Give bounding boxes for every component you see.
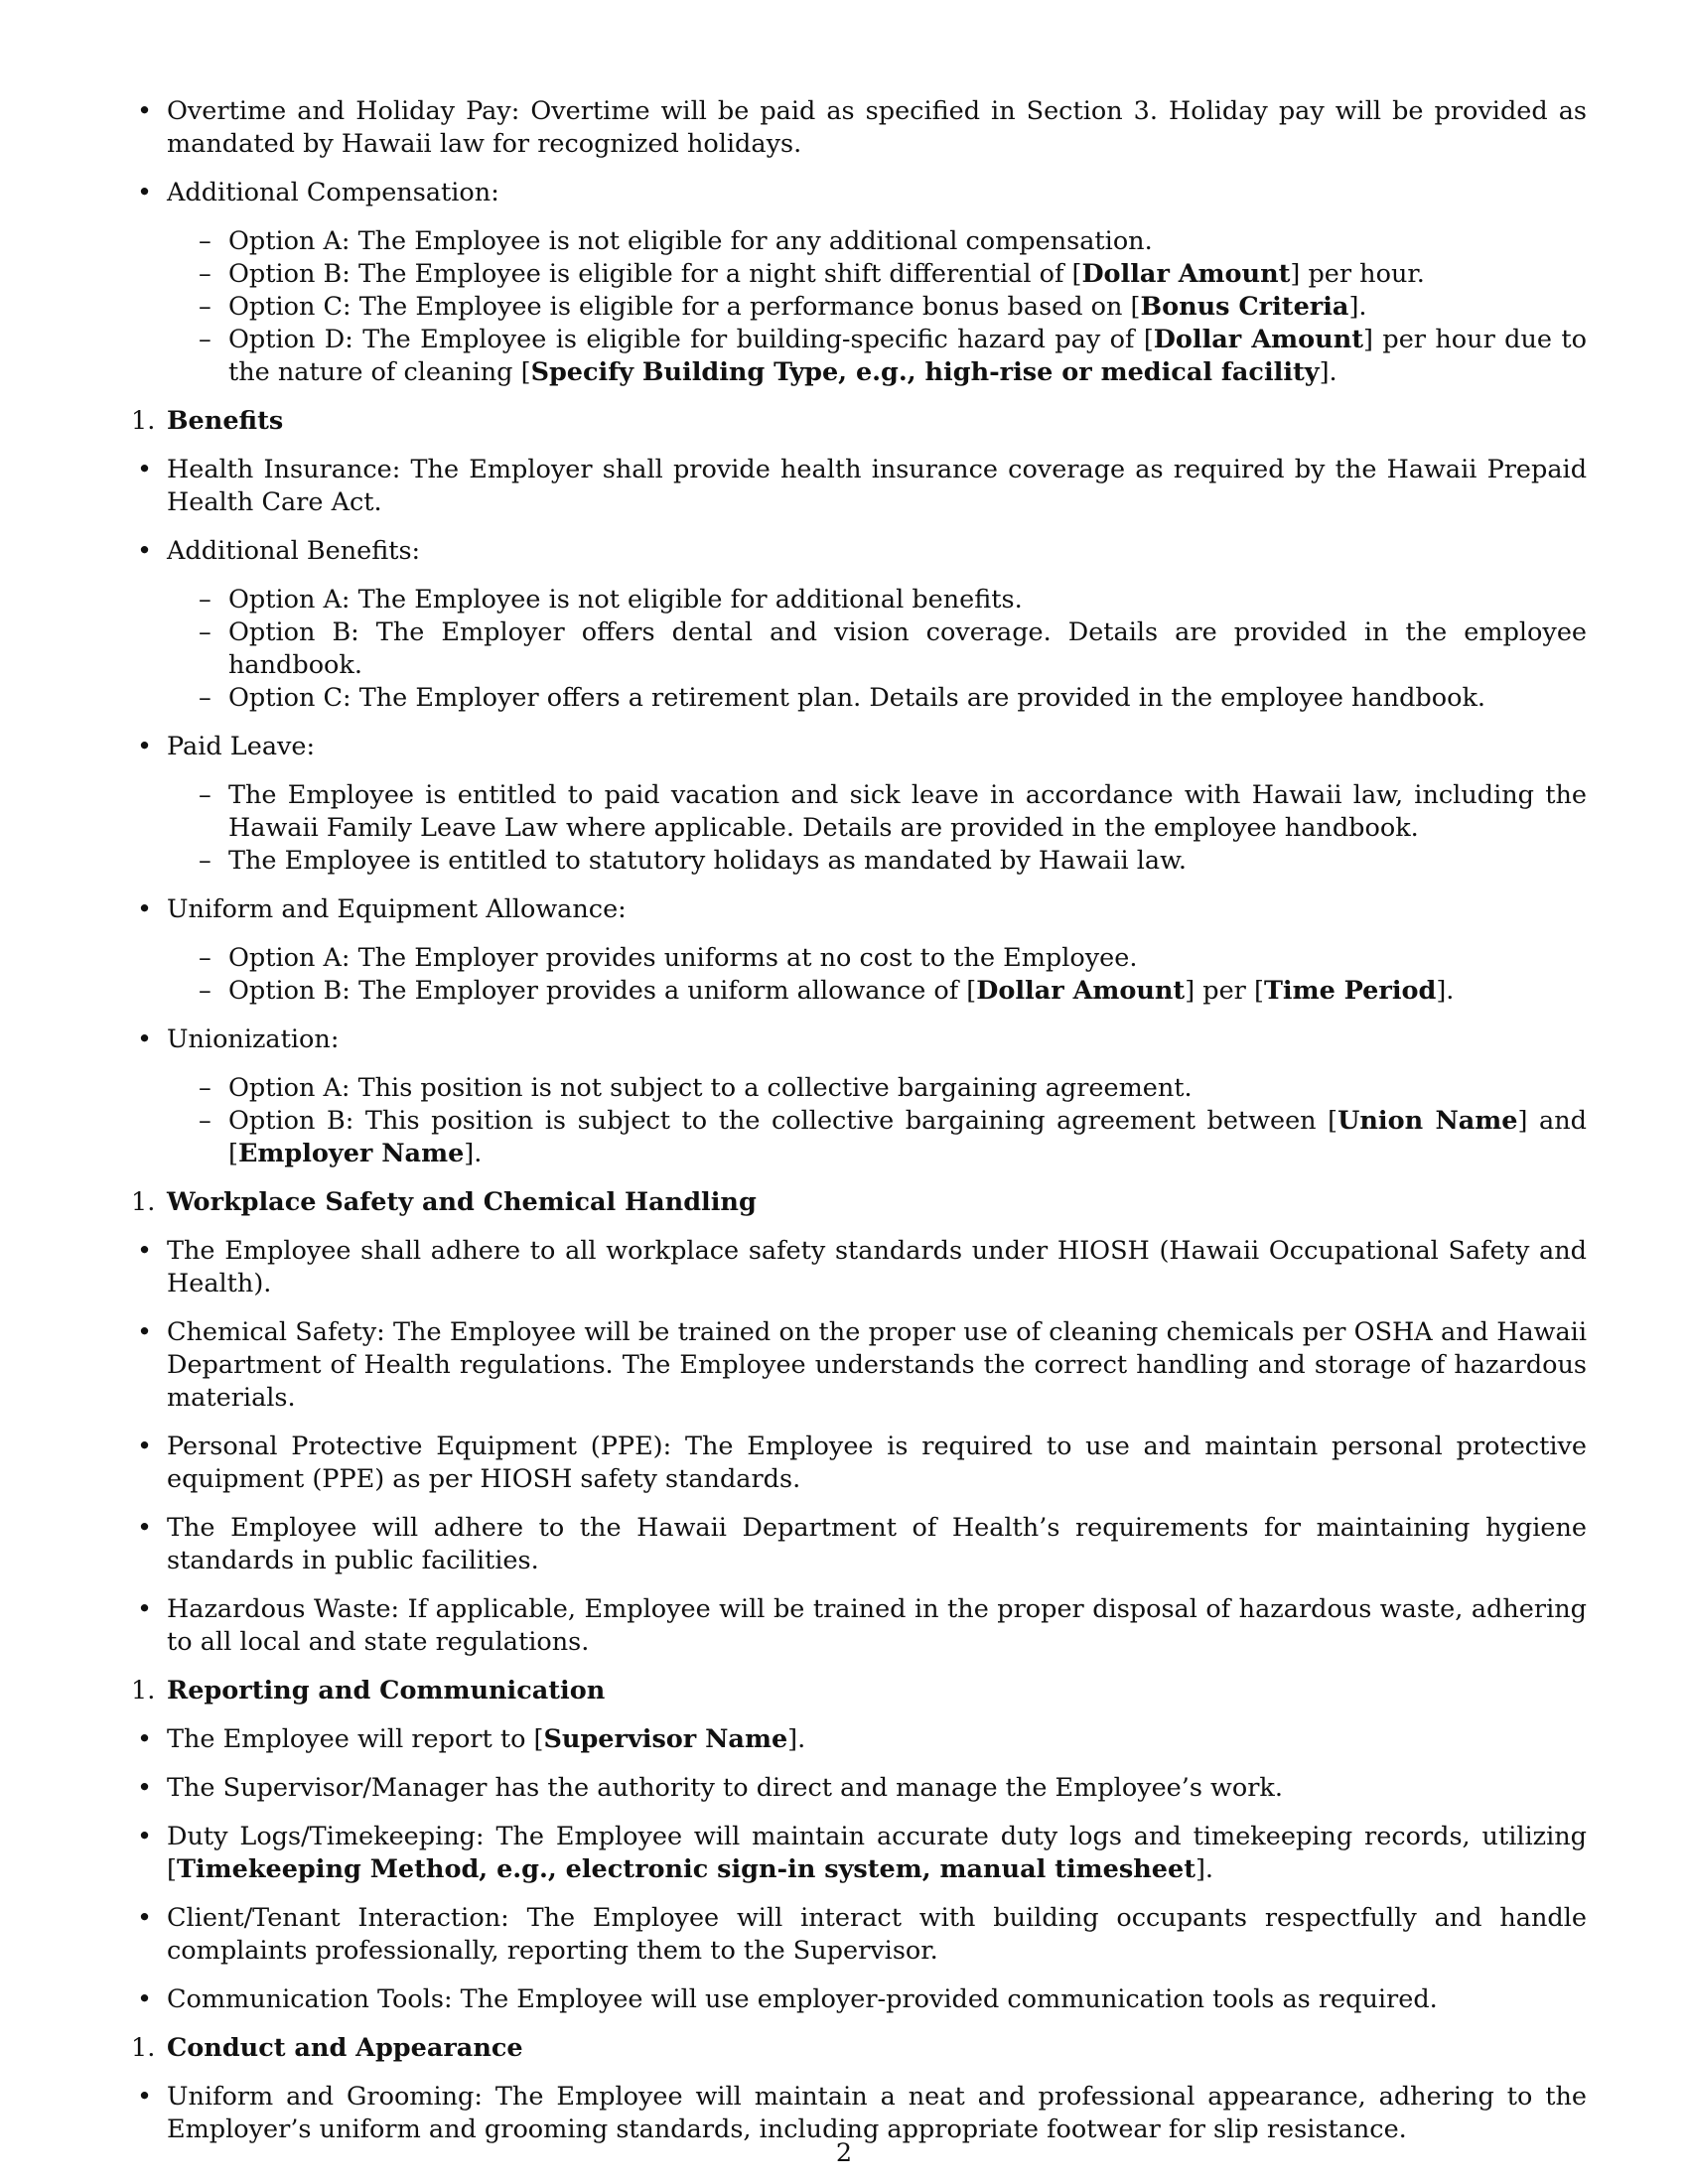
bullet-uniform-grooming: • Uniform and Grooming: The Employee will maintain a neat and professional appearance, adhering to the Employer’s uniform and grooming standards, including appropriate footwear for slip resistance. — [167, 2081, 1587, 2146]
bullet-communication-tools: • Communication Tools: The Employee will use employer-provided communication tools as required. — [167, 1983, 1587, 2016]
additional-compensation-options — [167, 225, 1587, 389]
option-item: – Option A: The Employer provides uniforms at no cost to the Employee. — [228, 942, 1587, 975]
option-item: – Option C: The Employee is eligible for a performance bonus based on [Bonus Criteria]. — [228, 291, 1587, 324]
section-heading-benefits: 1. Benefits — [131, 406, 284, 436]
document-body — [131, 95, 1588, 2162]
bullet-hygiene: • The Employee will adhere to the Hawaii Department of Health’s requirements for maintaining hygiene standards in public facilities. — [167, 1512, 1587, 1577]
bullet-health-insurance: • Health Insurance: The Employer shall provide health insurance coverage as required by the Hawaii Prepaid Health Care Act. — [167, 454, 1587, 519]
option-item: – Option A: The Employee is not eligible for additional benefits. — [228, 584, 1587, 616]
option-item: – Option A: This position is not subject to a collective bargaining agreement. — [228, 1072, 1587, 1105]
bullet-authority: • The Supervisor/Manager has the authority to direct and manage the Employee’s work. — [167, 1772, 1587, 1805]
bullet-additional-benefits: • Additional Benefits: – Option A: The Employee is not eligible for additional benefits. – Option B: The Employer offers dental and vision coverage. Details are provided in the employee handbook. – Option C: The Employer offers a retirement plan. Details are provided in the employee handbook. — [167, 535, 1587, 715]
bullet-paid-leave: • Paid Leave: – The Employee is entitled to paid vacation and sick leave in accordance with Hawaii law, including the Hawaii Family Leave Law where applicable. Details are provided in the employee handbook. – The Employee is entitled to statutory holidays as mandated by Hawaii law. — [167, 731, 1587, 878]
option-item: – The Employee is entitled to statutory holidays as mandated by Hawaii law. — [228, 845, 1587, 878]
section-heading-safety: 1. Workplace Safety and Chemical Handling — [131, 1187, 757, 1217]
option-item: – Option A: The Employee is not eligible for any additional compensation. — [228, 225, 1587, 258]
option-item: – Option B: This position is subject to the collective bargaining agreement between [Union Name] and [Employer Name]. — [228, 1105, 1587, 1170]
bullet-additional-compensation: • Additional Compensation: – Option A: The Employee is not eligible for any additional compensation. – Option B: The Employee is eligible for a night shift differential of [Dollar Amount] per hour. – Option C: The Employee is eligible for a performance bonus based on [Bonus Criteria]. – Option D: The Employee is eligible for building-specific hazard pay of [Dollar Amount] per hour due to the nature of cleaning [Specify Building Type, e.g., high-rise or medical facility]. — [167, 177, 1587, 389]
bullet-chemical-safety: • Chemical Safety: The Employee will be trained on the proper use of cleaning chemicals per OSHA and Hawaii Department of Health regulations. The Employee understands the correct handling and storage of hazardous materials. — [167, 1316, 1587, 1415]
paid-leave-items — [167, 779, 1587, 878]
section-heading-conduct: 1. Conduct and Appearance — [131, 2033, 523, 2063]
bullet-uniform-allowance: • Uniform and Equipment Allowance: – Option A: The Employer provides uniforms at no cost to the Employee. – Option B: The Employer provides a uniform allowance of [Dollar Amount] per [Time Period]. — [167, 893, 1587, 1008]
bullet-timekeeping: • Duty Logs/Timekeeping: The Employee will maintain accurate duty logs and timekeeping records, utilizing [Timekeeping Method, e.g., electronic sign-in system, manual timesheet]. — [167, 1821, 1587, 1886]
option-item: – Option B: The Employer provides a uniform allowance of [Dollar Amount] per [Time Period]. — [228, 975, 1587, 1008]
bullet-overtime: • Overtime and Holiday Pay: Overtime will be paid as specified in Section 3. Holiday pay will be provided as mandated by Hawaii law for recognized holidays. — [167, 95, 1587, 161]
bullet-supervisor: • The Employee will report to [Supervisor Name]. — [167, 1723, 1587, 1756]
section-heading-reporting: 1. Reporting and Communication — [131, 1676, 606, 1706]
option-item: – Option B: The Employee is eligible for a night shift differential of [Dollar Amount] per hour. — [228, 258, 1587, 291]
union-options — [167, 1072, 1587, 1170]
additional-benefits-options — [167, 584, 1587, 715]
option-item: – Option C: The Employer offers a retirement plan. Details are provided in the employee handbook. — [228, 682, 1587, 715]
bullet-client-interaction: • Client/Tenant Interaction: The Employee will interact with building occupants respectfully and handle complaints professionally, reporting them to the Supervisor. — [167, 1902, 1587, 1968]
option-item: – Option D: The Employee is eligible for building-specific hazard pay of [Dollar Amount] per hour due to the nature of cleaning [Specify Building Type, e.g., high-rise or medical facility]. — [228, 324, 1587, 389]
option-item: – Option B: The Employer offers dental and vision coverage. Details are provided in the employee handbook. — [228, 616, 1587, 682]
uniform-options — [167, 942, 1587, 1008]
bullet-unionization: • Unionization: – Option A: This position is not subject to a collective bargaining agreement. – Option B: This position is subject to the collective bargaining agreement between [Union Name] and [Employer Name]. — [167, 1024, 1587, 1170]
bullet-ppe: • Personal Protective Equipment (PPE): The Employee is required to use and maintain personal protective equipment (PPE) as per HIOSH safety standards. — [167, 1431, 1587, 1496]
option-item: – The Employee is entitled to paid vacation and sick leave in accordance with Hawaii law, including the Hawaii Family Leave Law where applicable. Details are provided in the employee handbook. — [228, 779, 1587, 845]
bullet-hiosh: • The Employee shall adhere to all workplace safety standards under HIOSH (Hawaii Occupational Safety and Health). — [167, 1235, 1587, 1300]
page-number: 2 — [835, 2138, 853, 2168]
bullet-hazardous-waste: • Hazardous Waste: If applicable, Employee will be trained in the proper disposal of hazardous waste, adhering to all local and state regulations. — [167, 1593, 1587, 1659]
